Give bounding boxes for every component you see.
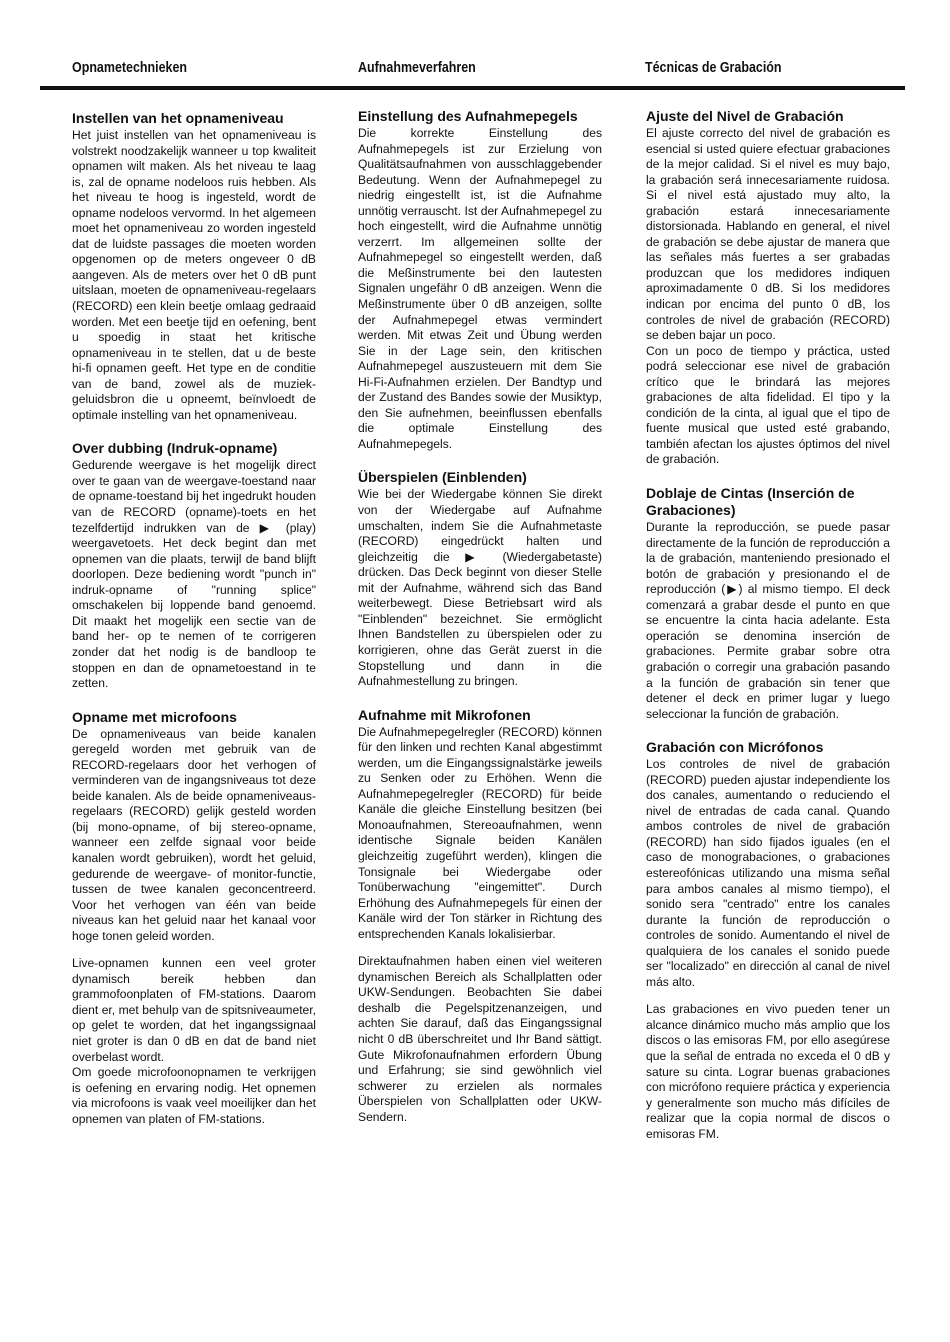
paragraph: Las grabaciones en vivo pueden tener un alcance dinámico mucho más amplio que los discos o las emisoras FM, por ello asegúrese que la señal de entrada no exceda el 0 dB y sature su cinta. Lograr buenas grabaciones con micrófono requiere práctica y experiencia y generalmente son mucho más difíciles de realizar que la copia normal de discos o emisoras FM. xyxy=(646,1002,891,1141)
section-microphones-de xyxy=(358,707,602,1126)
section-title: Überspielen (Einblenden) xyxy=(358,469,527,486)
header-dutch: Opnametechnieken xyxy=(72,60,188,76)
section-title: Grabación con Micrófonos xyxy=(646,739,824,756)
paragraph: Die korrekte Einstellung des Aufnahmepegels ist zur Erzielung von Qualitätsaufnahmen von ausschlaggebender Bedeutung. Wenn der Aufnahmepegel zu niedrig eingestellt ist, ist die Aufnahme unnötig verrauscht. Ist der Aufnahmepegel zu hoch eingestellt, wird die Aufnahme unnötig verzerrt. Im allgemeinen sollte der Aufnahmepegel so eingestellt werden, daß die Meßinstrumente bei den lautesten Signalen ungefähr 0 dB anzeigen. Wenn die Meßinstrumente über 0 dB anzeigen, sollte der Aufnahmepegel etwas vermindert werden. Mit etwas Zeit und Übung werden Sie in der Lage sein, den kritischen Aufnahmepegel auszusteuern mit dem Sie Hi-Fi-Aufnahmen erzielen. Der Bandtyp und der Zustand des Bandes sowie der Musiktyp, den Sie aufnehmen, beeinflussen ebenfalls die optimale Einstellung des Aufnahmepegels. xyxy=(358,126,602,451)
header-german: Aufnahmeverfahren xyxy=(358,60,476,76)
section-recording-level-nl xyxy=(72,110,316,423)
paragraph: El ajuste correcto del nivel de grabación es esencial si usted quiere efectuar grabaciones de la mejor calidad. Si el nivel es muy bajo, la grabación será innecesariamente ruidosa. Si el nivel está ajustado muy alto, la grabación estará innecesariamente distorsionada. Hablando en general, el nivel de grabación se debe ajustar de manera que las señales más fuertes a ser grabadas produzcan que los medidores indiquen aproximadamente 0 dB. Si los medidores indican por encima del punto 0 dB, los controles de nivel de grabación (RECORD) se deben bajar un poco. xyxy=(646,126,890,343)
section-microphones-es xyxy=(646,739,890,1142)
section-overdubbing-de xyxy=(358,469,602,689)
paragraph: Die Aufnahmepegelregler (RECORD) können für den linken und rechten Kanal abgestimmt werden, um die Eingangssignalstärke jeweils zu Senken oder zu Erhöhen. Wenn die Aufnahmepegelregler (RECORD) für beide Kanäle die gleiche Einstellung besitzen (bei Monoaufnahmen, Stereoaufnahmen, wenn identische Signale beiden Kanälen gleichzeitig zugeführt werden), klingen die Tonsignale bei Wiedergabe oder Tonüberwachung "eingemittet". Durch Erhöhung des Aufnahmepegels für einen der Kanäle wird der Ton stärker in Richtung des entsprechenden Kanals lokalisierbar. xyxy=(358,724,602,941)
section-title: Instellen van het opnameniveau xyxy=(72,110,284,126)
column-dutch xyxy=(72,110,316,1144)
paragraph: Live-opnamen kunnen een veel groter dynamisch bereik hebben dan grammofoonplaten of FM-stations. Daarom dient er, met behulp van de spitsniveaumeter, op gelet te worden, dat het ingangssignaal niet groter is dan 0 dB en dat de band niet overbelast wordt. xyxy=(72,956,316,1064)
section-title: Aufnahme mit Mikrofonen xyxy=(358,706,531,723)
header-spanish: Técnicas de Grabación xyxy=(645,60,782,76)
paragraph: Om goede microfoonopnamen te verkrijgen is oefening en ervaring nodig. Het opnemen via microfoons is vaak veel moeilijker dan het opnemen van platen of FM-stations. xyxy=(72,1065,316,1126)
section-title: Ajuste del Nivel de Grabación xyxy=(646,108,844,124)
paragraph: Het juist instellen van het opnameniveau is volstrekt noodzakelijk wanneer u top kwaliteit opnamen wilt maken. Als het niveau te laag is, zal de opname nodeloos ruis hebben. Als het niveau te hoog is ingesteld, wordt de opname nodeloos vervormd. In het algemeen moet het opnameniveau zo worden ingesteld dat de luidste passages die moeten worden opgenomen op de meters ongeveer 0 dB aangeven. Als de meters over het 0 dB punt uitslaan, moeten de opnameniveau-regelaars (RECORD) een klein beetje omlaag gedraaid worden. Met een beetje tijd en oefening, bent u spoedig in staat het kritische opnameniveau in te stellen, dat u de beste hi-fi opnamen geeft. Het type en de conditie van de band, zowel als de muziek-geluidsbron die u opneemt, beïnvloedt de optimale instelling van het opnameniveau. xyxy=(72,128,316,422)
section-overdubbing-es xyxy=(646,485,890,722)
paragraph: Wie bei der Wiedergabe können Sie direkt von der Wiedergabe auf Aufnahme umschalten, indem Sie die Aufnahmetaste (RECORD) eingedrückt halten und gleichzeitig die ▶ (Wiedergabetaste) drücken. Das Deck beginnt von dieser Stelle mit der Aufnahme, während sich das Band weiterbewegt. Diese Betriebsart wird als "Einblenden" bezeichnet. Sie ermöglicht Ihnen Bandstellen zu überspielen oder zu korrigieren, ohne das Gerät zuerst in die Stopstellung und dann in die Aufnahmestellung zu bringen. xyxy=(358,487,602,689)
section-overdubbing-nl xyxy=(72,440,316,691)
paragraph: Los controles de nivel de grabación (RECORD) pueden ajustar independiente los dos canales, aumentando o reduciendo el nivel de entradas de cada canal. Quando ambos controles de nivel de grabación (RECORD) han sido fijados iguales (en el caso de monograbaciones, o grabaciones estereofónicas utilizando una misma señal para ambos canales al mismo tiempo), el sonido sera "centrado" entre los canales durante la función de reproducción o controles de sonido. Aumentando el nivel de qualquiera de los canales el sonido puede ser "localizado" en dirección al canal de nivel más alto. xyxy=(646,757,890,989)
section-microphones-nl xyxy=(72,709,316,1128)
paragraph: Con un poco de tiempo y práctica, usted podrá seleccionar ese nivel de grabación crítico que le brindará las mejores grabaciones de alta fidelidad. El tipo y la condición de la cinta, al igual que el tipo de fuente musical que usted esté grabando, también afectan los ajustes óptimos del nivel de grabación. xyxy=(646,343,890,467)
section-recording-level-de xyxy=(358,108,602,452)
paragraph: Durante la reproducción, se puede pasar directamente de la función de reproducción a la de grabación, manteniendo presionado el botón de grabación y presionando el de reproducción (▶) al mismo tiempo. El deck comenzará a grabar desde el punto en que se encuentre la cinta hacia adelante. Esta operación se denomina inserción de grabaciones. Permite grabar sobre otra grabación o corregir una grabación pasando a la función de grabación sin tener que detener el deck en primer lugar y luego seleccionar la función de grabación. xyxy=(646,520,890,721)
header-rule xyxy=(40,86,905,90)
column-spanish xyxy=(646,108,890,1159)
section-title: Opname met microfoons xyxy=(72,708,237,725)
paragraph: Gedurende weergave is het mogelijk direct over te gaan van de weergave-toestand naar de opname-toestand bij het ingedrukt houden van de RECORD (opname)-toets en het tezelfdertijd indrukken van de ▶ (play) weergavetoets. Het deck begint dan met opnemen van die plaats, terwijl de band blijft doorlopen. Deze bediening wordt "punch in" indruk-opname of "running splice" omschakelen bij loppende band genoemd. Dit maakt het mogelijk een sectie van de band her- op te nemen of te corrigeren zonder dat het nodig is de bandloop te stoppen en dan de opnametoestand in te zetten. xyxy=(72,458,316,691)
section-recording-level-es xyxy=(646,108,890,468)
section-title: Doblaje de Cintas (Inserción de Grabaciones) xyxy=(646,485,855,519)
column-german xyxy=(358,108,602,1142)
paragraph: De opnameniveaus van beide kanalen geregeld worden met gebruik van de RECORD-regelaars door het verhogen of verminderen van de ingangsniveaus tot deze beide kanalen. Als de beide opnameniveaus-regelaars (RECORD) gelijk gesteld worden (bij mono-opname, of bij stereo-opname, wanneer een zelfde signaal voor beide kanalen wordt gebruiken), wordt het geluid, gedurende de weergave- of monitor-functie, tussen de twee kanalen geconcentreerd. Voor het verhogen van één van beide niveaus kan het geluid naar het kanaal voor hoge tonen geleid worden. xyxy=(72,726,316,943)
paragraph: Direktaufnahmen haben einen viel weiteren dynamischen Bereich als Schallplatten oder UKW-Sendungen. Beobachten Sie dabei deshalb die Pegelspitzenanzeigen, und achten Sie darauf, daß das Eingangssignal nicht 0 dB überschreitet und Ihr Band sättigt. Gute Mikrofonaufnahmen erfordern Übung und Erfahrung; sie sind gewöhnlich viel schwerer zu erzielen als normales Überspielen von Schallplatten oder UKW-Sendern. xyxy=(358,954,602,1124)
section-title: Einstellung des Aufnahmepegels xyxy=(358,108,578,124)
section-title: Over dubbing (Indruk-opname) xyxy=(72,440,278,457)
